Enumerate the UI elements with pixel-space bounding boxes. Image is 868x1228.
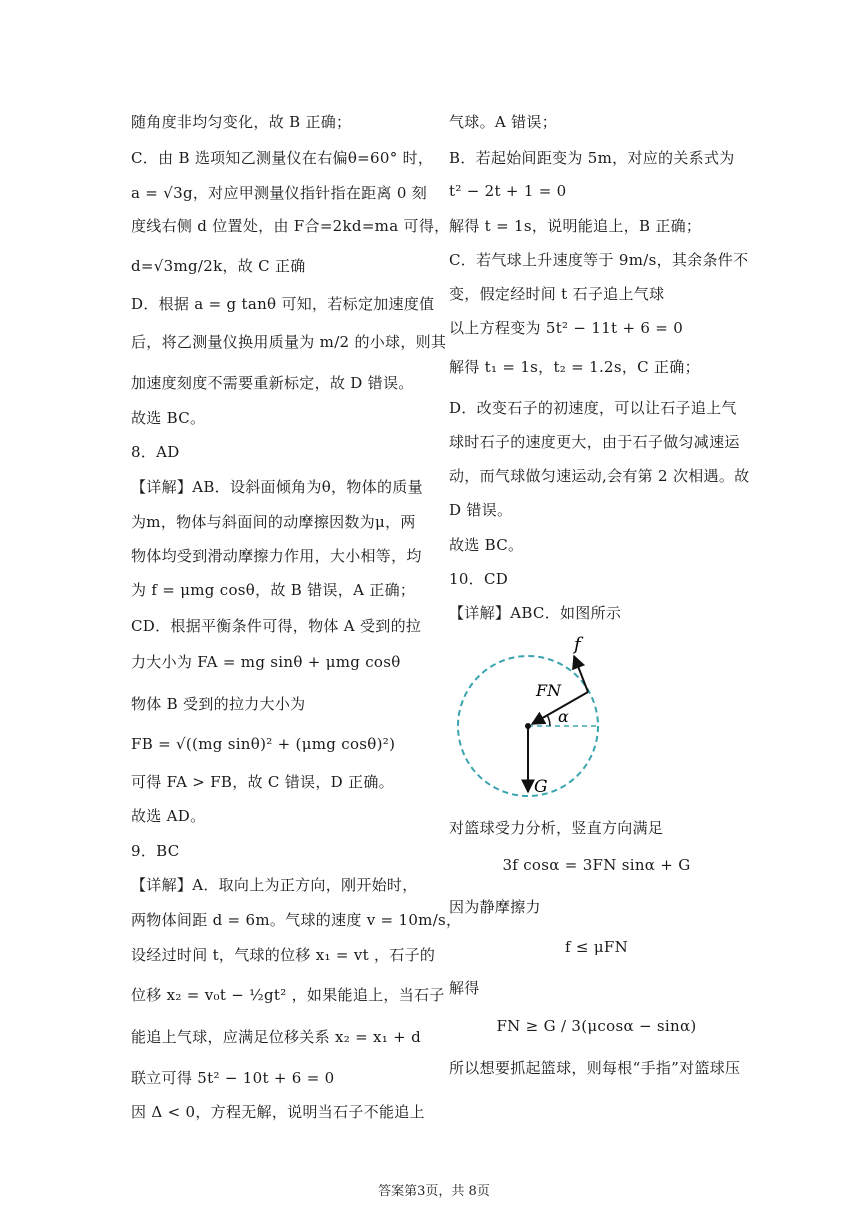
center-point — [525, 723, 531, 729]
text-line: CD．根据平衡条件可得，物体 A 受到的拉 — [131, 617, 422, 635]
text-line: 【详解】AB．设斜面倾角为θ，物体的质量 — [131, 478, 423, 496]
text-line: C．若气球上升速度等于 9m/s，其余条件不 — [449, 251, 749, 269]
text-line: 球时石子的速度更大，由于石子做匀减速运 — [449, 433, 740, 451]
text-line: C．由 B 选项知乙测量仪在右偏θ=60° 时， — [131, 149, 434, 167]
label-alpha: α — [558, 707, 569, 726]
text-line: 位移 x₂ = v₀t − ½gt² ，如果能追上，当石子 — [131, 986, 445, 1004]
formula: 3f cosα = 3FN sinα + G — [502, 856, 691, 874]
text-line: 变，假定经时间 t 石子追上气球 — [449, 285, 665, 303]
text-line: 为m，物体与斜面间的动摩擦因数为μ，两 — [131, 513, 416, 531]
text-line: 故选 AD。 — [131, 807, 206, 825]
text-line: D．根据 a = g tanθ 可知，若标定加速度值 — [131, 295, 435, 313]
text-line: 度线右侧 d 位置处，由 F合=2kd=ma 可得， — [131, 217, 450, 235]
text-line: 因为静摩擦力 — [449, 898, 541, 916]
formula: 联立可得 5t² − 10t + 6 = 0 — [131, 1069, 335, 1087]
text-line: 物体均受到滑动摩擦力作用，大小相等，均 — [131, 547, 422, 565]
label-f: f — [574, 634, 581, 655]
formula: f ≤ μFN — [564, 938, 629, 956]
label-g: G — [534, 777, 548, 797]
text-line: 两物体间距 d = 6m。气球的速度 v = 10m/s， — [131, 911, 462, 929]
text-line: D．改变石子的初速度，可以让石子追上气 — [449, 399, 737, 417]
text-line: 后，将乙测量仪换用质量为 m/2 的小球，则其 — [131, 333, 447, 351]
text-line: 因 Δ < 0，方程无解，说明当石子不能追上 — [131, 1103, 425, 1121]
page-footer: 答案第3页，共 8页 — [378, 1184, 490, 1199]
text-line: D 错误。 — [449, 501, 513, 519]
text-line: 可得 FA > FB，故 C 错误，D 正确。 — [131, 773, 394, 791]
text-line: 力大小为 FA = mg sinθ + μmg cosθ — [131, 653, 401, 671]
text-line: 随角度非均匀变化，故 B 正确； — [131, 113, 352, 131]
force-diagram — [454, 632, 624, 802]
text-line: 解得 t = 1s，说明能追上，B 正确； — [449, 217, 702, 235]
formula: FN ≥ G / 3(μcosα − sinα) — [496, 1017, 697, 1035]
text-line: 设经过时间 t，气球的位移 x₁ = vt ，石子的 — [131, 946, 436, 964]
text-line: 解得 t₁ = 1s，t₂ = 1.2s，C 正确； — [449, 358, 700, 376]
text-line: 动，而气球做匀速运动,会有第 2 次相遇。故 — [449, 467, 750, 485]
text-line: 故选 BC。 — [131, 409, 206, 427]
alpha-arc — [547, 715, 550, 726]
text-line: 所以想要抓起篮球，则每根“手指”对篮球压 — [449, 1059, 741, 1077]
text-line: B．若起始间距变为 5m，对应的关系式为 — [449, 149, 735, 167]
text-line: 能追上气球，应满足位移关系 x₂ = x₁ + d — [131, 1028, 422, 1046]
text-line: 【详解】A．取向上为正方向，刚开始时， — [131, 876, 418, 894]
question-number: 8．AD — [131, 443, 180, 461]
formula: FB = √((mg sinθ)² + (μmg cosθ)²) — [131, 735, 396, 753]
text-line: a = √3g，对应甲测量仪指针指在距离 0 刻 — [131, 184, 428, 202]
text-line: 物体 B 受到的拉力大小为 — [131, 695, 306, 713]
text-line: 为 f = μmg cosθ，故 B 错误，A 正确； — [131, 581, 416, 599]
text-line: 解得 — [449, 979, 480, 997]
text-line: 气球。A 错误； — [449, 113, 558, 131]
formula: t² − 2t + 1 = 0 — [449, 182, 567, 200]
question-number: 9．BC — [131, 842, 180, 860]
formula: 以上方程变为 5t² − 11t + 6 = 0 — [449, 319, 684, 337]
text-line: 【详解】ABC．如图所示 — [449, 604, 622, 622]
text-line: 加速度刻度不需要重新标定，故 D 错误。 — [131, 374, 414, 392]
question-number: 10．CD — [449, 570, 509, 588]
label-fn: FN — [536, 681, 562, 700]
text-line: d=√3mg/2k，故 C 正确 — [131, 257, 306, 275]
text-line: 对篮球受力分析，竖直方向满足 — [449, 819, 664, 837]
text-line: 故选 BC。 — [449, 536, 524, 554]
